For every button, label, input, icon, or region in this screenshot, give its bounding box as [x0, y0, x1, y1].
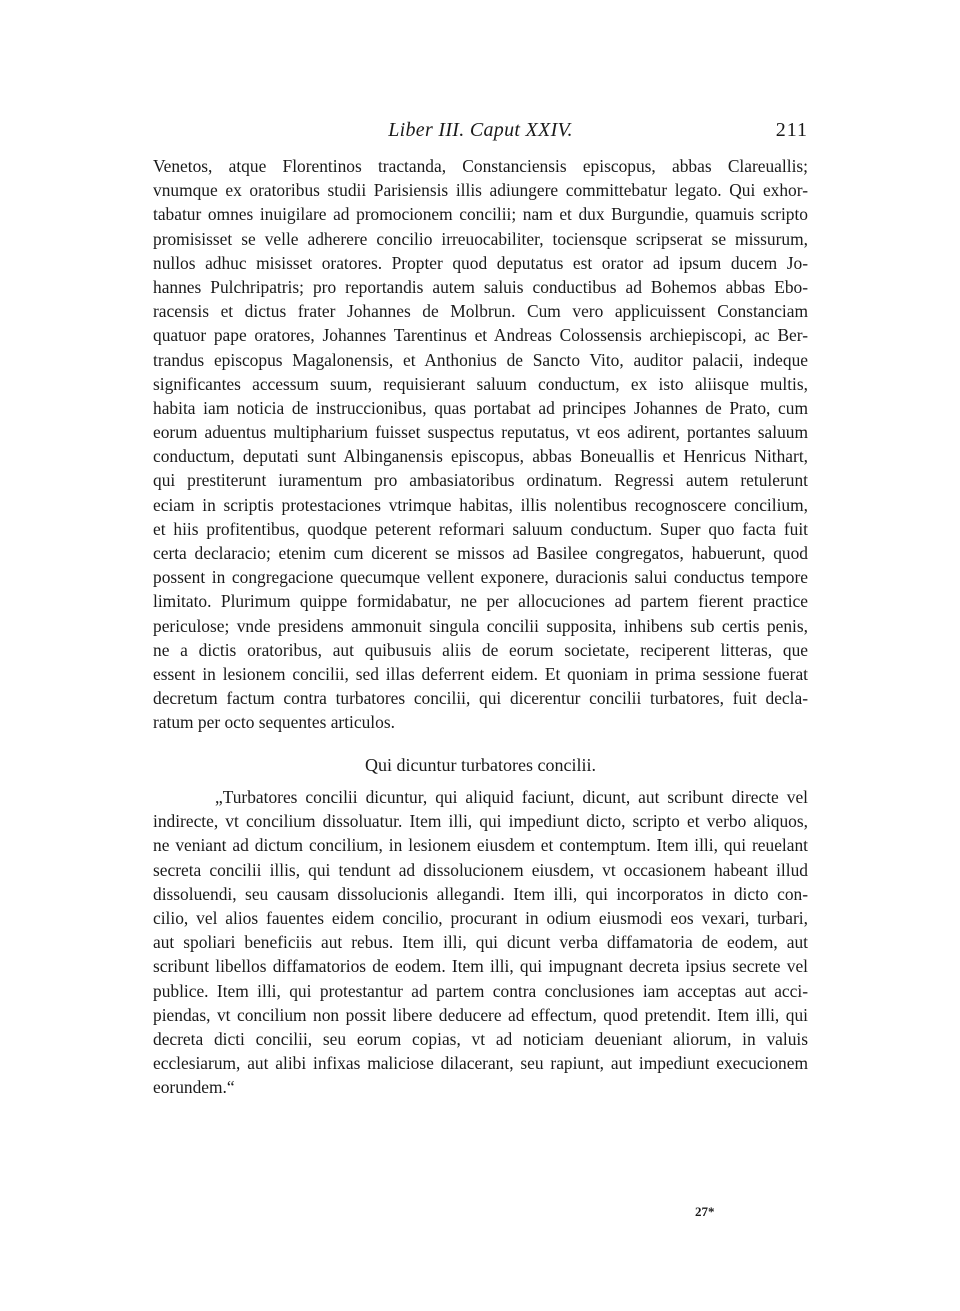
text-line: eorum aduentus multipharium fuisset suspectus reputatus, vt eos adirent, portantes saluum — [153, 422, 808, 443]
text-line: tabatur omnes inuigilare ad promocionem concilii; nam et dux Burgundie, quamuis scripto — [153, 204, 808, 225]
text-line: Venetos, atque Florentinos tractanda, Constanciensis episcopus, abbas Clareuallis; — [153, 156, 808, 176]
signature-mark: 27* — [695, 1204, 715, 1219]
text-line: ratum per octo sequentes articulos. — [153, 712, 395, 733]
text-line: habita iam noticia de instruccionibus, quas portabat ad principes Johannes de Prato, cum — [153, 397, 808, 418]
text-line: significantes accessum suum, requisierant saluum conductum, ex isto aliisque multis, — [153, 373, 808, 394]
paragraph-narrative — [153, 154, 808, 735]
text-line: et hiis profitentibus, quodque peterent reformari saluum conductum. Super quo facta fuit — [153, 518, 808, 539]
text-line: qui prestiterunt iuramentum pro ambasiatoribus ordinatum. Regressi autem retulerunt — [153, 470, 808, 491]
running-head — [153, 117, 808, 145]
section-heading: Qui dicuntur turbatores concilii. — [365, 755, 596, 775]
paragraph-quotation — [153, 785, 808, 1099]
text-line: nullos adhuc misisset oratores. Propter quod deputatus est orator ad ipsum ducem Jo- — [153, 252, 808, 273]
text-line: scribunt libellos diffamatorios de eodem. Item illi, qui impugnant decreta ipsius secrete vel — [153, 956, 808, 977]
text-line: racensis et dictus frater Johannes de Molbrun. Cum vero applicuissent Constanciam — [153, 301, 808, 322]
text-line: quatuor pape oratores, Johannes Tarentinus et Andreas Colossensis archiepiscopi, ac Ber- — [153, 325, 808, 346]
text-line: publice. Item illi, qui protestantur ad partem contra conclusiones iam acceptas aut acci- — [153, 980, 808, 1001]
text-line: certa declaracio; etenim cum dicerent se missos ad Basilee congregatos, habuerunt, quod — [153, 543, 808, 563]
text-line: trandus episcopus Magalonensis, et Anthonius de Sancto Vito, auditor palacii, indeque — [153, 349, 808, 370]
text-line: essent in lesionem concilii, sed illas deferrent eidem. Et quoniam in prima sessione fuerat — [153, 663, 808, 684]
text-line: piendas, vt concilium non possit libere deducere ad effectum, quod pretendit. Item illi, qui — [153, 1004, 808, 1025]
text-line: decreta dicti concilii, seu eorum copias, vt ad noticiam deueniant aliorum, in valuis — [153, 1028, 808, 1049]
text-line: conductum, deputati sunt Albinganensis episcopus, abbas Boneuallis et Henricus Nithart, — [153, 446, 808, 467]
text-line: ecclesiarum, aut alibi infixas maliciose dilacerant, seu rapiunt, aut impediunt execucionem — [153, 1053, 808, 1074]
text-line: aut spoliari beneficiis aut rebus. Item illi, qui dicunt verba diffamatoria de eodem, aut — [153, 932, 808, 953]
text-line: ne a dictis oratoribus, aut quibusuis aliis de eorum societate, reciperent litteras, que — [153, 639, 808, 660]
text-line: secreta concilii illis, qui tendunt ad dissolucionem eiusdem, vt occasionem habeant illud — [153, 859, 808, 880]
text-line: eorundem.“ — [153, 1077, 235, 1098]
running-title: Liber III. Caput XXIV. — [388, 119, 573, 141]
text-line: hannes Pulchripatris; pro reportandis autem saluis conductibus ad Bohemos abbas Ebo- — [153, 276, 808, 297]
text-line: „Turbatores concilii dicuntur, qui aliquid faciunt, dicunt, aut scribunt directe vel — [215, 787, 808, 807]
page-number: 211 — [775, 119, 808, 141]
text-line: ne veniant ad dictum concilium, in lesionem eiusdem et contemptum. Item illi, qui reuelant — [153, 835, 808, 856]
text-line: eciam in scriptis protestaciones vtrimque habitas, illis nolentibus recognoscere concilium, — [153, 494, 808, 515]
text-line: promisisset se velle adherere concilio irreuocabiliter, tociensque scripserat se missurum, — [153, 228, 808, 249]
text-line: decretum factum contra turbatores concilii, qui dicerentur concilii turbatores, fuit decla- — [153, 688, 808, 709]
text-line: cilio, vel alios fauentes eidem concilio, procurant in odium eiusmodi eos vexari, turbari, — [153, 907, 808, 928]
text-line: vnumque ex oratoribus studii Parisiensis illis adiungere committebatur legato. Qui exhor- — [153, 180, 808, 201]
text-line: dissoluendi, seu causam dissolucionis allegandi. Item illi, qui incorporatos in dicto con- — [153, 883, 808, 904]
text-line: periculose; vnde presidens ammonuit singula concilii supposita, inhibens sub certis penis, — [153, 615, 808, 636]
text-line: limitato. Plurimum quippe formidabatur, ne per allocuciones ad partem fierent practice — [153, 591, 808, 612]
text-line: possent in congregacione quecumque vellent exponere, duracionis salui conductus tempore — [153, 567, 808, 588]
text-line: indirecte, vt concilium dissoluatur. Item illi, qui impediunt dicto, scripto et verbo aliquos, — [153, 811, 808, 832]
